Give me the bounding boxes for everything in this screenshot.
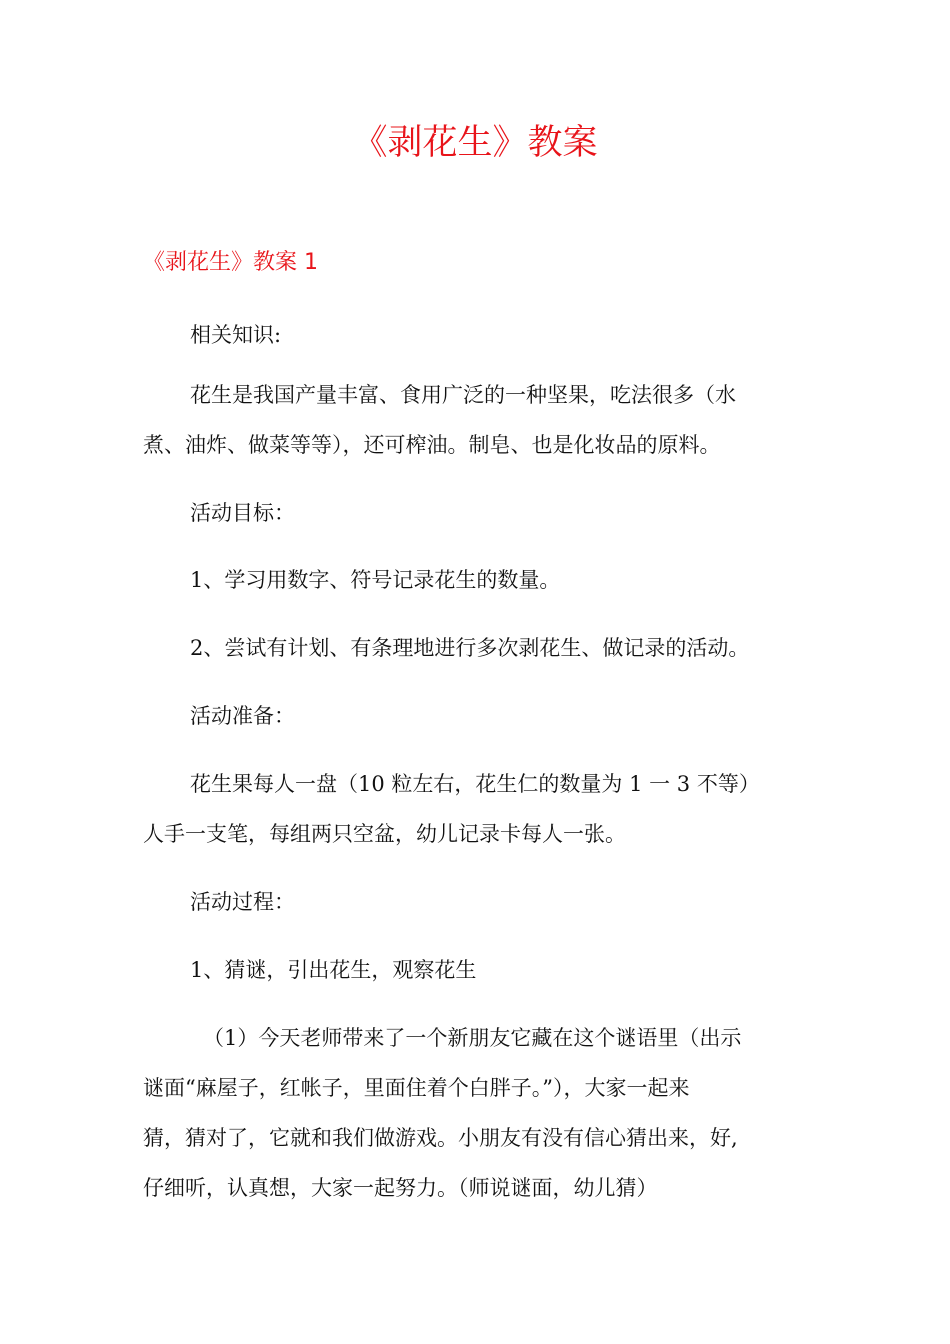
paragraph-line: （1）今天老师带来了一个新朋友它藏在这个谜语里（出示 [203,1026,742,1050]
paragraph-related-knowledge-label [143,310,823,360]
paragraph-line: 花生是我国产量丰富、食用广泛的一种坚果，吃法很多（水 [190,383,736,407]
paragraph-line: 相关知识: [190,323,282,347]
paragraph-preparation-label [143,691,823,741]
paragraph-line: 人手一支笔，每组两只空盆，幼儿记录卡每人一张。 [143,822,626,846]
paragraph-line: 仔细听，认真想，大家一起努力。（师说谜面，幼儿猜） [143,1176,658,1200]
section-heading: 《剥花生》教案 1 [143,250,318,275]
paragraph-line: 2、尝试有计划、有条理地进行多次剥花生、做记录的活动。 [190,636,750,660]
paragraph-line: 活动过程： [190,890,295,914]
paragraph-line: 煮、油炸、做菜等等），还可榨油。制皂、也是化妆品的原料。 [143,433,721,457]
paragraph-line: 活动目标： [190,501,295,525]
paragraph-process-label [143,877,823,927]
paragraph-process-step-1-detail [143,1013,823,1213]
paragraph-line: 1、猜谜，引出花生，观察花生 [190,958,477,982]
paragraph-goals-label [143,488,823,538]
paragraph-line: 谜面“麻屋子，红帐子，里面住着个白胖子。”），大家一起来 [143,1076,690,1100]
paragraph-line: 花生果每人一盘（10 粒左右，花生仁的数量为 1 一 3 不等） [190,772,760,796]
paragraph-preparation-body [143,759,823,859]
paragraph-goal-1 [143,555,823,605]
paragraph-line: 1、学习用数字、符号记录花生的数量。 [190,568,561,592]
document-title: 《剥花生》教案 [352,123,598,163]
paragraph-line: 猜，猜对了，它就和我们做游戏。小朋友有没有信心猜出来，好, [143,1126,738,1150]
paragraph-related-knowledge-body [143,370,823,470]
paragraph-line: 活动准备： [190,704,295,728]
paragraph-goal-2 [143,623,823,673]
paragraph-process-step-1 [143,945,823,995]
